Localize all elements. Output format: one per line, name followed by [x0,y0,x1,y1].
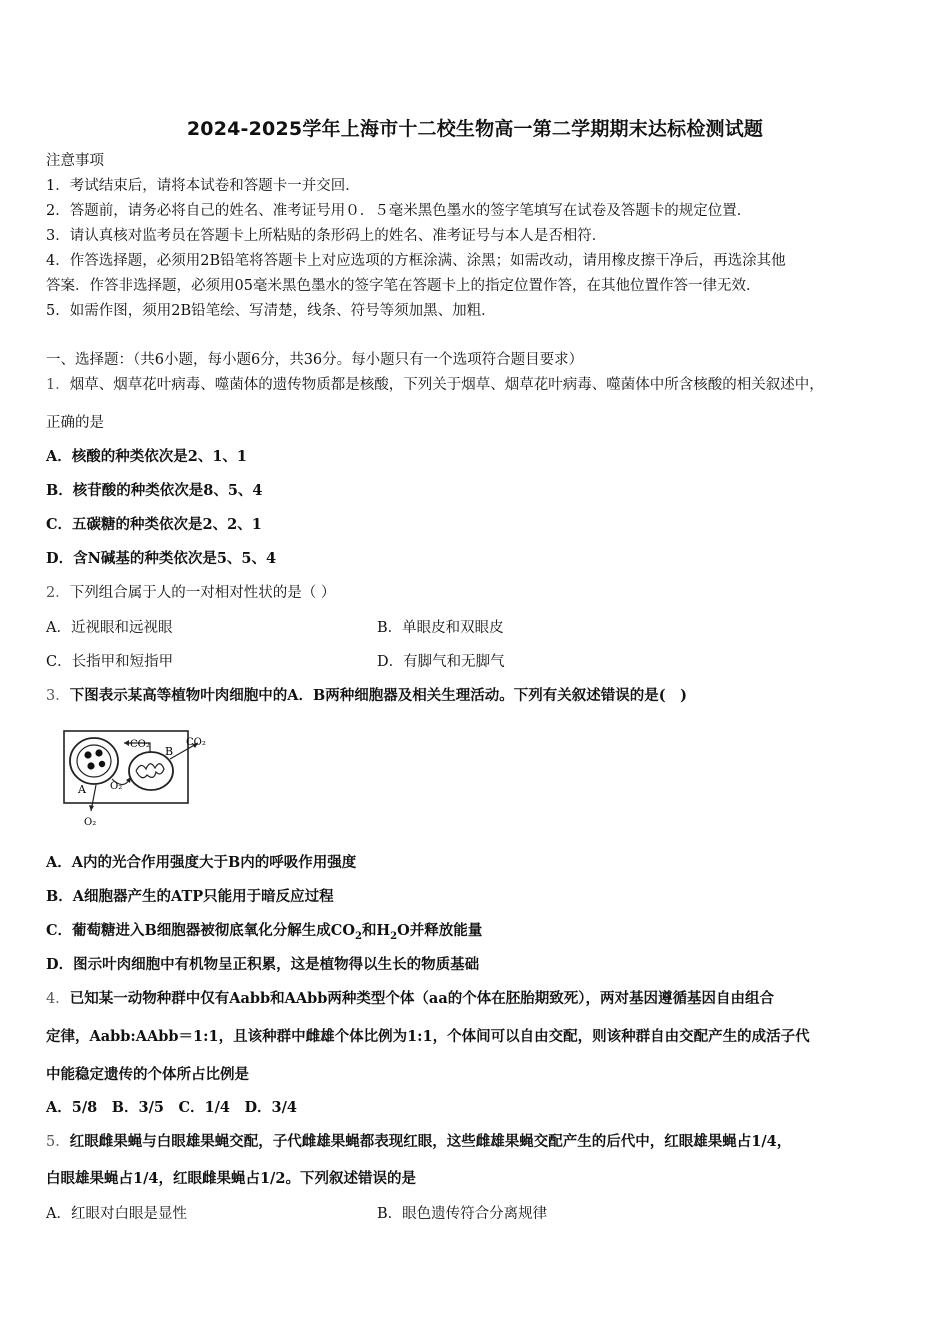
q5-option-a: A．红眼对白眼是显性 [46,1206,187,1222]
subscript: 2 [354,930,362,942]
q3-option-a: A．A内的光合作用强度大于B内的呼吸作用强度 [46,854,357,871]
cristae [136,764,164,778]
section-heading: 一、选择题：（共6小题，每小题6分，共36分。每小题只有一个选项符合题目要求） [46,352,584,368]
note-item: 5．如需作图，须用2B铅笔绘、写清楚，线条、符号等须加黑、加粗． [46,303,496,319]
q5-option-b: B．眼色遗传符合分离规律 [377,1206,548,1222]
question-text: 烟草、烟草花叶病毒、噬菌体的遗传物质都是核酸，下列关于烟草、烟草花叶病毒、噬菌体中所含核酸的相关叙述中， [69,377,824,393]
q2-option-c: C．长指甲和短指甲 [46,654,174,670]
page-title: 2024-2025学年上海市十二校生物高一第二学期期末达标检测试题 [186,118,764,140]
note-item: 2．答题前，请务必将自己的姓名、准考证号用０．５毫米黑色墨水的签字笔填写在试卷及答题卡的规定位置． [46,203,752,219]
q4-options: A．5/8 B．3/5 C．1/4 D．3/4 [46,1099,298,1116]
q3-option-c-text: C．葡萄糖进入B细胞器被彻底氧化分解生成CO [46,922,355,939]
arrowhead [124,740,129,746]
arrowhead [89,805,94,811]
label-co2-inner: CO₂ [130,739,150,750]
label-a: A [78,783,86,796]
question-4-stem-cont: 定律，Aabb:AAbb＝1:1，且该种群中雌雄个体比例为1:1，个体间可以自由交配，则该种群自由交配产生的成活子代 [46,1028,810,1045]
q1-option-b: B．核苷酸的种类依次是8、5、4 [46,482,263,499]
note-item: 1．考试结束后，请将本试卷和答题卡一并交回． [46,178,360,194]
q1-option-c: C．五碳糖的种类依次是2、2、1 [46,516,262,533]
notes-heading: 注意事项 [46,153,104,169]
chloroplast-inner [77,745,111,777]
q3-option-c-text: 和H [361,922,391,939]
question-text: 已知某一动物种群中仅有Aabb和AAbb两种类型个体（aa的个体在胚胎期致死），两对基因遵循基因自由组合 [69,990,774,1007]
note-item: 答案．作答非选择题，必须用05毫米黑色墨水的签字笔在答题卡上的指定位置作答，在其他位置作答一律无效． [46,278,761,294]
question-4-stem [46,989,774,1009]
q3-option-c [46,921,482,947]
q3-option-b: B．A细胞器产生的ATP只能用于暗反应过程 [46,888,334,905]
question-number: 1． [46,377,70,393]
question-number: 3． [46,688,70,704]
grana-dot [95,749,102,756]
question-5-stem-cont: 白眼雄果蝇占1/4，红眼雌果蝇占1/2。下列叙述错误的是 [46,1170,416,1187]
note-item: 4．作答选择题，必须用2B铅笔将答题卡上对应选项的方框涂满、涂黑；如需改动，请用橡皮擦干净后，再选涂其他 [46,253,786,269]
label-o2-inner: O₂ [110,781,123,792]
question-text: 下列组合属于人的一对相对性状的是（ ） [69,585,336,601]
label-o2-outer: O₂ [84,817,97,828]
subscript: 2 [390,930,398,942]
q1-option-a: A．核酸的种类依次是2、1、1 [46,448,248,465]
question-4-stem-cont: 中能稳定遗传的个体所占比例是 [46,1066,249,1083]
question-number: 5． [46,1134,70,1150]
grana-dot [84,751,91,758]
question-text: 红眼雌果蝇与白眼雄果蝇交配，子代雌雄果蝇都表现红眼，这些雌雄果蝇交配产生的后代中，红眼雄果蝇占1/4， [69,1133,792,1150]
question-number: 2． [46,585,70,601]
question-text: 下图表示某高等植物叶肉细胞中的A．B两种细胞器及相关生理活动。下列有关叙述错误的是( ) [69,687,687,704]
q2-option-d: D．有脚气和无脚气 [377,654,505,670]
label-b: B [165,745,174,758]
grana-dot [87,762,94,769]
question-1-stem-cont: 正确的是 [46,415,104,431]
q3-option-d: D．图示叶肉细胞中有机物呈正积累，这是植物得以生长的物质基础 [46,956,480,973]
question-5-stem [46,1132,791,1152]
q2-option-a: A．近视眼和远视眼 [46,620,173,636]
question-2-stem [46,583,335,603]
q1-option-d: D．含N碱基的种类依次是5、5、4 [46,550,277,567]
q3-option-c-text: O并释放能量 [397,922,483,939]
grana-dot [99,761,105,767]
q2-option-b: B．单眼皮和双眼皮 [377,620,504,636]
question-1-stem [46,375,824,395]
question-3-stem [46,686,687,706]
note-item: 3．请认真核对监考员在答题卡上所粘贴的条形码上的姓名、准考证号与本人是否相符． [46,228,607,244]
organelle-diagram [58,725,218,835]
question-number: 4． [46,991,70,1007]
label-co2-outer: CO₂ [186,737,206,748]
